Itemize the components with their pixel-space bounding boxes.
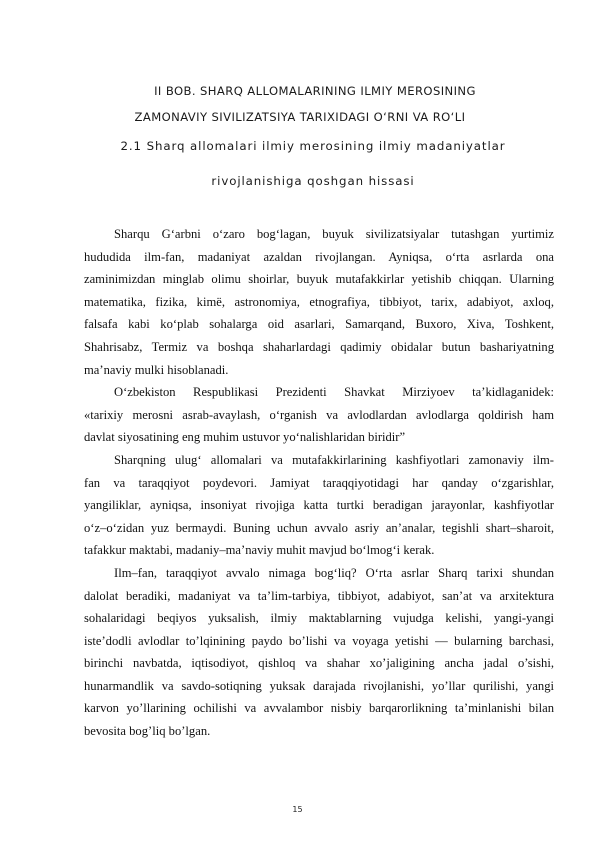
- paragraph-4: [84, 562, 554, 743]
- text-line: Shahrisabz, Termiz va boshqa shaharlardagi qadimiy obidalar butun bashariyatning: [84, 339, 554, 354]
- paragraph-3: [84, 449, 554, 562]
- text-line: matematika, fizika, kimë, astronomiya, etnografiya, tibbiyot, tarix, adabiyot, axloq,: [84, 294, 554, 309]
- text-line: bevosita bog’liq bo’lgan.: [84, 724, 211, 739]
- text-line: zaminimizdan minglab olimu shoirlar, buyuk mutafakkirlar yetishib chiqqan. Ularning: [84, 272, 554, 287]
- text-line: davlat siyosatining eng muhim ustuvor yo‘nalishlaridan biridir”: [84, 430, 406, 445]
- text-line: karvon yo’llarining ochilishi va avvalambor nisbiy barqarorlikning ta’minlanishi bilan: [84, 701, 554, 716]
- text-line: Sharqning ulug‘ allomalari va mutafakkirlarining kashfiyotlari zamonaviy ilm-: [114, 452, 554, 467]
- text-line: «tarixiy merosni asrab-avaylash, o‘rganish va avlodlardan avlodlarga qoldirish ham: [84, 407, 554, 422]
- body-text: [84, 223, 554, 743]
- text-line: Sharqu G‘arbni o‘zaro bog‘lagan, buyuk sivilizatsiyalar tutashgan yurtimiz: [114, 227, 554, 241]
- text-line: yangiliklar, ayniqsa, insoniyat rivojiga katta turtki beradigan jarayonlar, kashfiyotlar: [84, 498, 554, 513]
- chapter-title-line-2: ZAMONAVIY SIVILIZATSIYA TARIXIDAGI O‘RNI VA RO‘LI: [134, 110, 466, 124]
- text-line: iste’dodli avlodlar to’lqinining paydo bo’lishi va voyaga yetishi — bularning barchasi,: [84, 633, 554, 648]
- text-line: Ilm–fan, taraqqiyot avvalo nimaga bog‘liq? O‘rta asrlar Sharq tarixi shundan: [114, 565, 554, 580]
- text-line: dalolat beradiki, madaniyat va ta’lim-tarbiya, tibbiyot, adabiyot, san’at va arxitektura: [84, 588, 554, 603]
- text-line: ma’naviy mulki hisoblanadi.: [84, 362, 229, 377]
- text-line: falsafa kabi ko‘plab sohalarga oid asarlari, Samarqand, Buxoro, Xiva, Toshkent,: [84, 317, 554, 332]
- text-line: hunarmandlik va savdo-sotiqning yuksak darajada rivojlanishi, yo’llar qurilishi, yangi: [84, 678, 554, 693]
- text-line: fan va taraqqiyot poydevori. Jamiyat taraqqiyotidagi har qanday o‘zgarishlar,: [84, 475, 554, 490]
- text-line: hududida ilm-fan, madaniyat azaldan rivojlangan. Ayniqsa, o‘rta asrlarda ona: [84, 249, 554, 264]
- text-line: O‘zbekiston Respublikasi Prezidenti Shavkat Mirziyoev ta’kidlaganidek:: [114, 385, 554, 400]
- page-number: 15: [292, 805, 303, 814]
- section-title-line-2: rivojlanishiga qoshgan hissasi: [211, 174, 415, 188]
- text-line: birinchi navbatda, iqtisodiyot, qishloq va shahar xo’jaligining ancha jadal o’sishi,: [84, 656, 554, 671]
- chapter-title-line-1: II BOB. SHARQ ALLOMALARINING ILMIY MEROSINING: [154, 84, 476, 98]
- text-line: sohalaridagi beqiyos yuksalish, ilmiy maktablarning vujudga kelishi, yangi-yangi: [84, 611, 554, 626]
- paragraph-2: [84, 381, 554, 449]
- section-title-line-1: 2.1 Sharq allomalari ilmiy merosining ilmiy madaniyatlar: [120, 139, 506, 153]
- text-line: tafakkur maktabi, madaniy–ma’naviy muhit mavjud bo‘lmog‘i kerak.: [84, 543, 435, 558]
- paragraph-1: [84, 223, 554, 381]
- text-line: o‘z–o‘zidan yuz bermaydi. Buning uchun avvalo asriy an’analar, tegishli shart–sharoit,: [84, 520, 554, 535]
